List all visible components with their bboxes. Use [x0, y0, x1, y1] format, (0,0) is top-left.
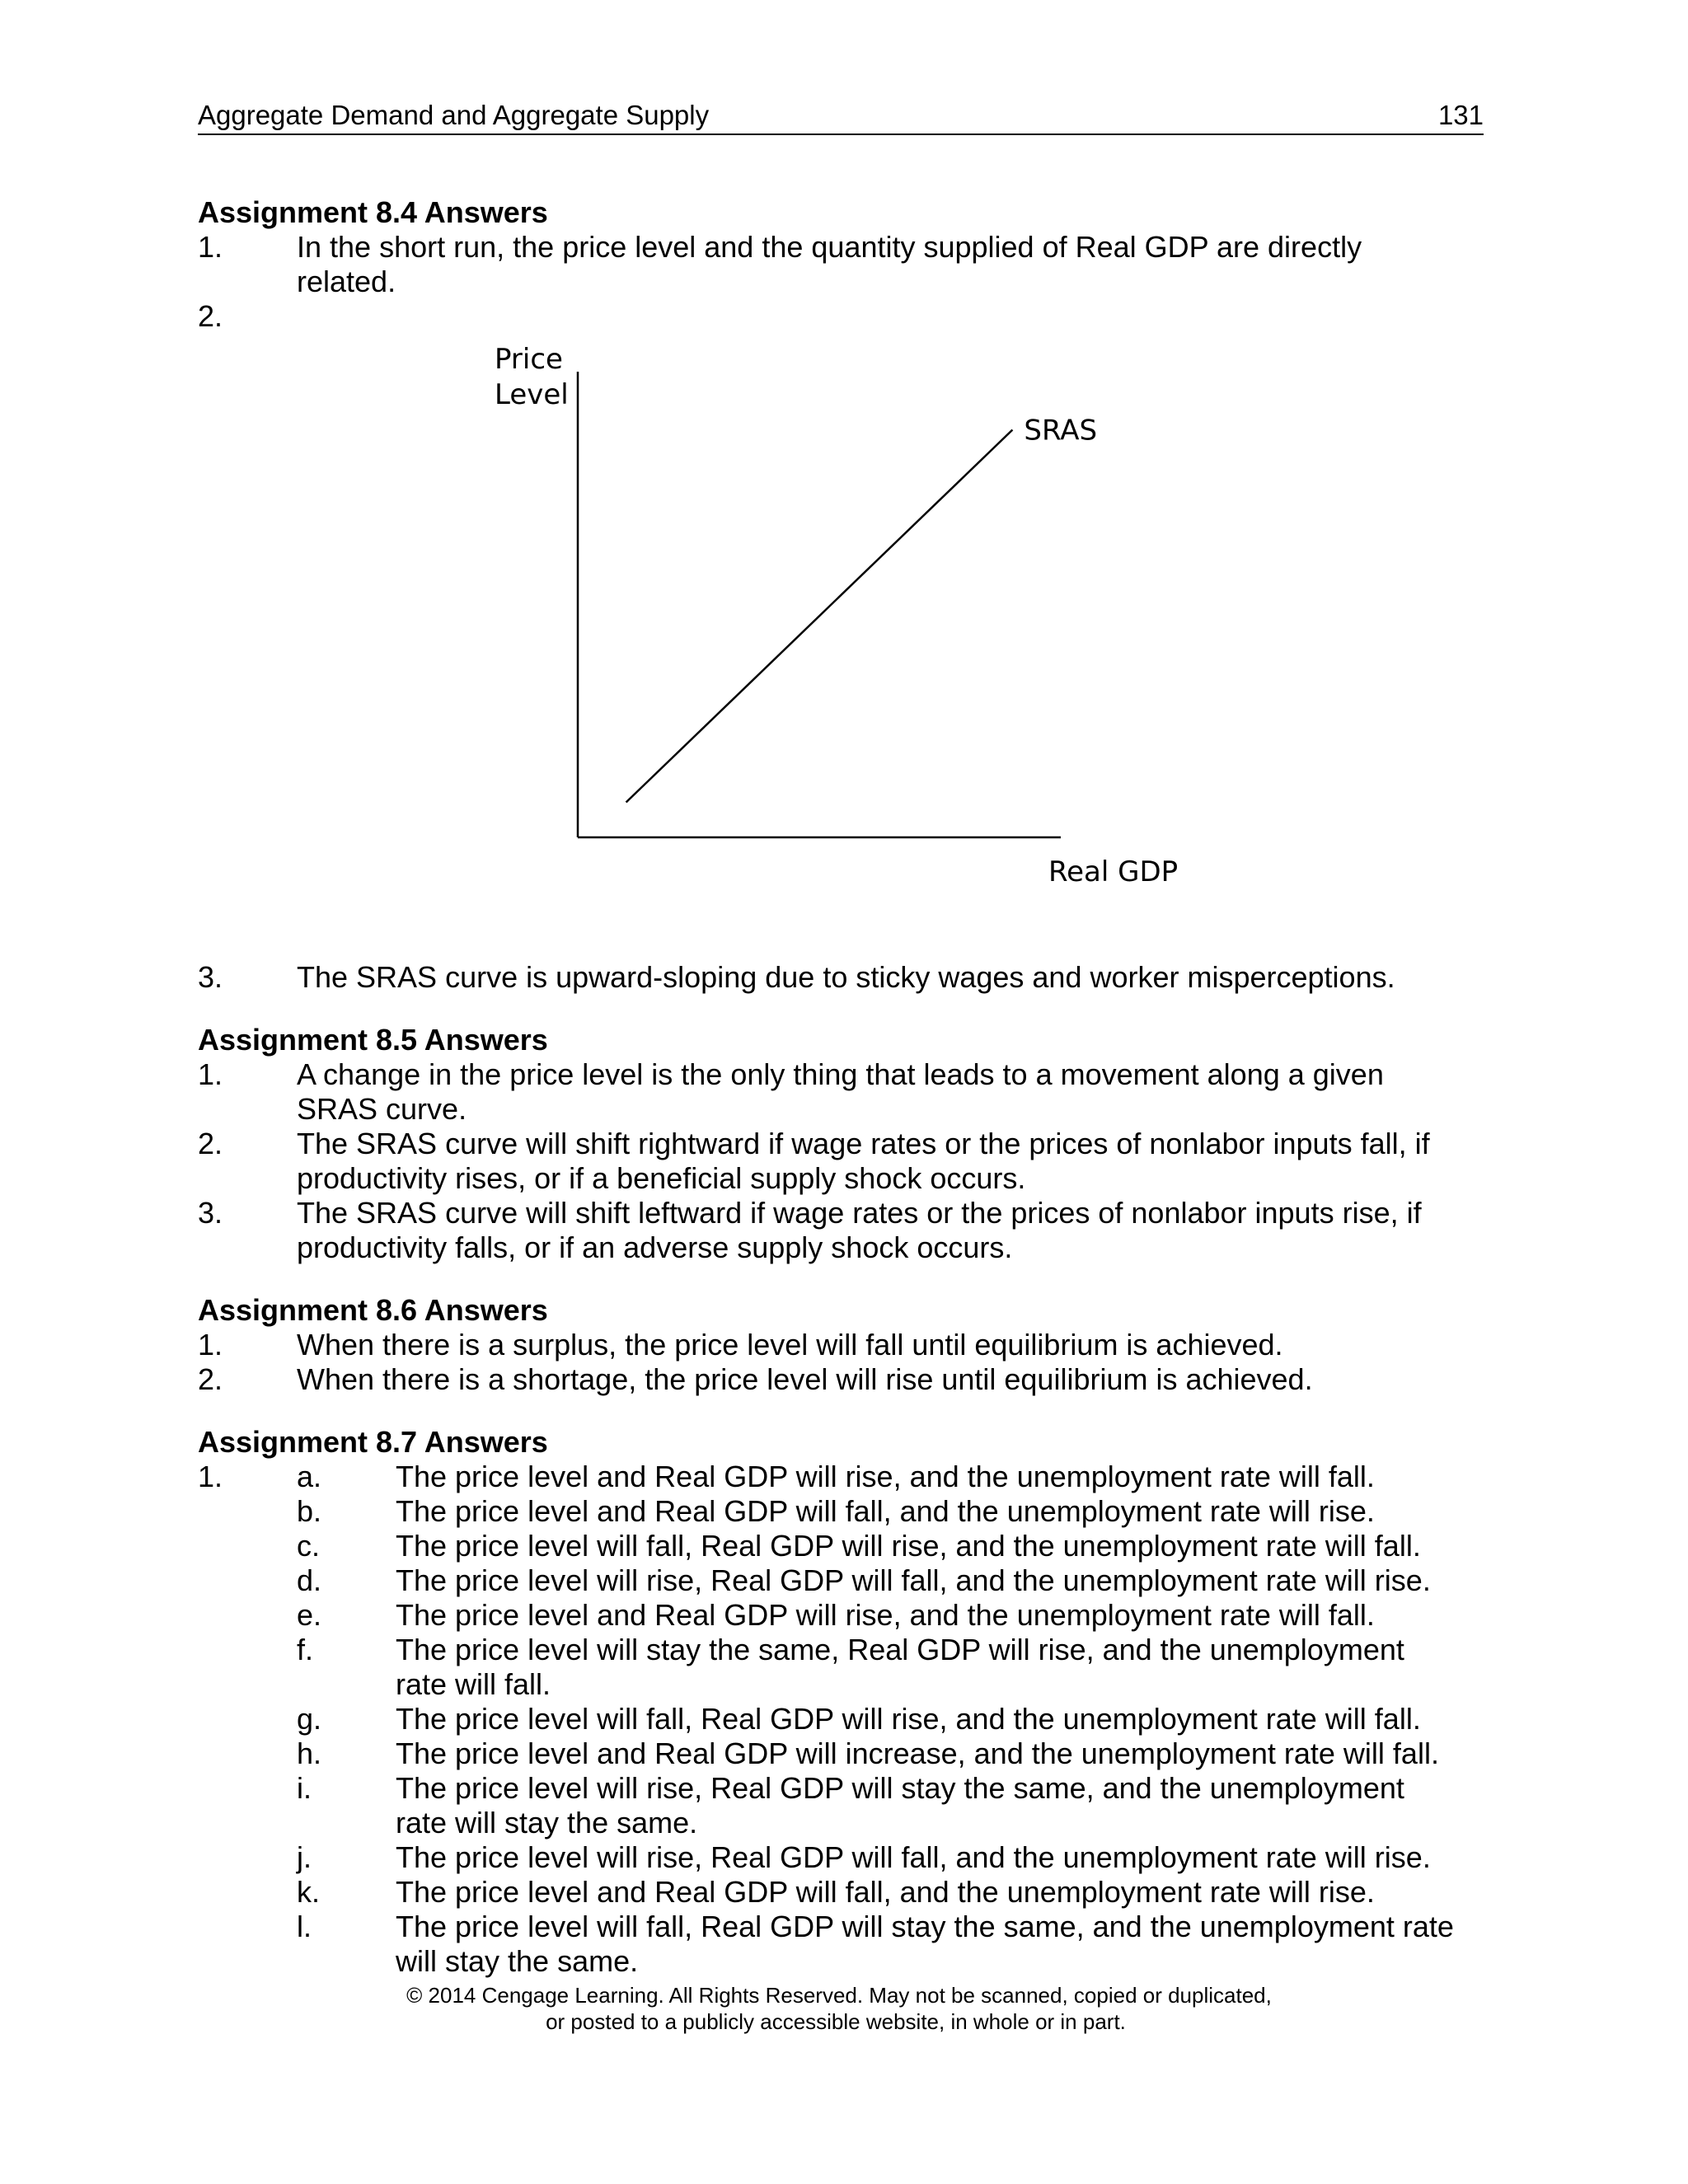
item-text: When there is a surplus, the price level will fall until equilibrium is achieved.: [297, 1328, 1283, 1361]
a87-item-a: [297, 1460, 1500, 1494]
item-text: The price level will fall, Real GDP will stay the same, and the unemployment rate will stay the same.: [396, 1910, 1454, 1978]
item-text: The price level and Real GDP will fall, and the unemployment rate will rise.: [396, 1875, 1375, 1909]
item-letter: i.: [297, 1771, 312, 1805]
item-text: The SRAS curve is upward-sloping due to sticky wages and worker misperceptions.: [297, 960, 1395, 994]
a85-item-3: [198, 1196, 1500, 1265]
a87-question-1: [198, 1460, 1500, 1979]
item-letter: c.: [297, 1529, 321, 1563]
item-number: 2.: [198, 1362, 223, 1396]
a87-item-i: [297, 1771, 1500, 1840]
item-text: The price level will fall, Real GDP will rise, and the unemployment rate will fall.: [396, 1529, 1421, 1563]
item-number: 1.: [198, 230, 223, 264]
main-content: [198, 195, 1500, 1979]
item-letter: d.: [297, 1563, 322, 1597]
item-text: When there is a shortage, the price level will rise until equilibrium is achieved.: [297, 1362, 1313, 1396]
sras-label: SRAS: [1024, 414, 1098, 448]
a87-item-j: [297, 1840, 1500, 1875]
item-text: The SRAS curve will shift rightward if wage rates or the prices of nonlabor inputs fall, if productivity rises, or if a beneficial supply shock occurs.: [297, 1127, 1430, 1195]
page-number: 131: [1437, 100, 1484, 130]
y-axis-label-line2: Level: [495, 378, 569, 411]
a87-item-f: [297, 1633, 1500, 1702]
a87-item-e: [297, 1598, 1500, 1633]
heading-8-5: Assignment 8.5 Answers: [198, 1023, 548, 1057]
item-text: The price level and Real GDP will fall, and the unemployment rate will rise.: [396, 1494, 1375, 1528]
item-number: 3.: [198, 960, 223, 994]
item-text: The price level and Real GDP will increase, and the unemployment rate will fall.: [396, 1736, 1439, 1770]
a84-item-2: [198, 299, 1500, 334]
footer-line-1: © 2014 Cengage Learning. All Rights Reserved. May not be scanned, copied or duplicated,: [406, 1983, 1272, 2008]
item-text: The price level and Real GDP will rise, and the unemployment rate will fall.: [396, 1598, 1375, 1632]
item-number: 3.: [198, 1196, 223, 1230]
footer-line-2: or posted to a publicly accessible website, in whole or in part.: [546, 2009, 1126, 2034]
item-text: The price level will rise, Real GDP will fall, and the unemployment rate will rise.: [396, 1840, 1431, 1874]
heading-8-6: Assignment 8.6 Answers: [198, 1293, 548, 1327]
a84-item-1: [198, 230, 1500, 299]
a87-subitems: [297, 1460, 1500, 1979]
item-number: 1.: [198, 1057, 223, 1091]
item-letter: e.: [297, 1598, 322, 1632]
a87-item-g: [297, 1702, 1500, 1736]
item-letter: l.: [297, 1910, 312, 1943]
a85-item-2: [198, 1127, 1500, 1196]
a87-item-c: [297, 1529, 1500, 1563]
item-letter: g.: [297, 1702, 322, 1736]
item-text: The price level and Real GDP will rise, and the unemployment rate will fall.: [396, 1460, 1375, 1493]
item-text: The price level will stay the same, Real GDP will rise, and the unemployment rate will fall.: [396, 1633, 1404, 1701]
a86-item-2: [198, 1362, 1500, 1397]
item-letter: j.: [297, 1840, 312, 1874]
item-letter: b.: [297, 1494, 322, 1528]
a87-item-l: [297, 1910, 1500, 1979]
item-text: The price level will rise, Real GDP will stay the same, and the unemployment rate will stay the same.: [396, 1771, 1404, 1840]
a87-item-d: [297, 1563, 1500, 1598]
item-number: 2.: [198, 1127, 223, 1160]
a86-item-1: [198, 1328, 1500, 1362]
item-number: 1.: [198, 1460, 223, 1493]
item-letter: h.: [297, 1736, 322, 1770]
item-letter: a.: [297, 1460, 322, 1493]
item-text: The price level will fall, Real GDP will rise, and the unemployment rate will fall.: [396, 1702, 1421, 1736]
copyright-footer: [0, 1982, 1688, 2035]
item-letter: f.: [297, 1633, 314, 1666]
a87-item-b: [297, 1494, 1500, 1529]
x-axis-label: Real GDP: [1048, 855, 1179, 888]
sras-curve: [626, 430, 1013, 803]
heading-8-7: Assignment 8.7 Answers: [198, 1425, 548, 1459]
heading-8-4: Assignment 8.4 Answers: [198, 195, 548, 229]
item-text: A change in the price level is the only thing that leads to a movement along a given SRAS curve.: [297, 1057, 1384, 1126]
page-header: [198, 97, 1484, 135]
item-letter: k.: [297, 1875, 321, 1909]
item-number: 2.: [198, 299, 223, 333]
a84-item-3: [198, 960, 1500, 995]
a85-item-1: [198, 1057, 1500, 1127]
item-text: In the short run, the price level and the quantity supplied of Real GDP are directly related.: [297, 230, 1362, 298]
sras-chart: [198, 334, 1500, 960]
a87-item-k: [297, 1875, 1500, 1910]
sras-chart-svg: [198, 334, 1500, 960]
item-text: The price level will rise, Real GDP will fall, and the unemployment rate will rise.: [396, 1563, 1431, 1597]
header-title: Aggregate Demand and Aggregate Supply: [198, 100, 710, 130]
y-axis-label-line1: Price: [495, 343, 563, 376]
item-number: 1.: [198, 1328, 223, 1361]
a87-item-h: [297, 1736, 1500, 1771]
item-text: The SRAS curve will shift leftward if wage rates or the prices of nonlabor inputs rise, if productivity falls, or if an adverse supply shock occurs.: [297, 1196, 1422, 1264]
